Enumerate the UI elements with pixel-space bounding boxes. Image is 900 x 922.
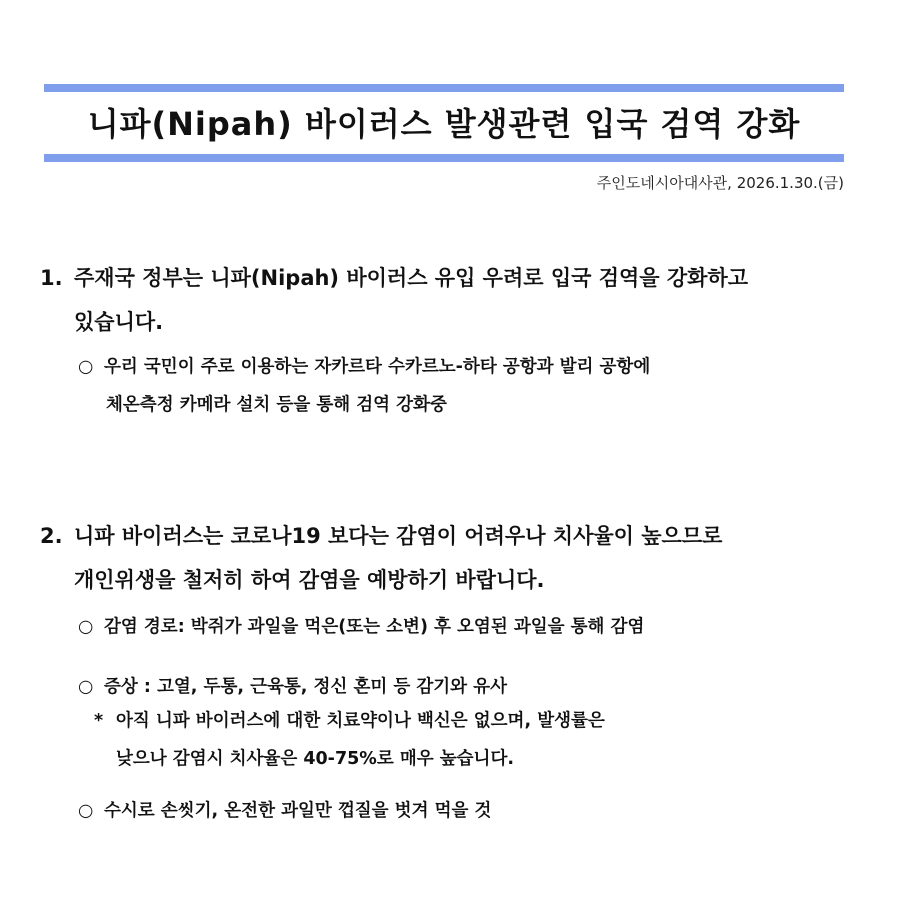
note-line2: 낮으나 감염시 치사율은 40-75%로 매우 높습니다. [116, 749, 514, 769]
section-2-item-2-note [94, 702, 874, 778]
bullet-circle: ○ [78, 801, 94, 821]
bullet-circle: ○ [78, 617, 94, 637]
asterisk-mark: * [94, 711, 104, 731]
note-line1: 아직 니파 바이러스에 대한 치료약이나 백신은 없으며, 발생률은 [116, 711, 605, 731]
item-line1: 우리 국민이 주로 이용하는 자카르타 수카르노-하타 공항과 발리 공항에 [104, 357, 651, 377]
document-title: 니파(Nipah) 바이러스 발생관련 입국 검역 강화 [87, 105, 801, 143]
title-bottom-rule [44, 154, 844, 162]
bullet-circle: ○ [78, 677, 94, 697]
section-number: 1. [40, 266, 63, 290]
section-2-heading [40, 514, 860, 602]
item-line1: 수시로 손씻기, 온전한 과일만 껍질을 벗겨 먹을 것 [104, 801, 492, 821]
section-2-item-1 [78, 608, 868, 646]
section-heading-line2: 개인위생을 철저히 하여 감염을 예방하기 바랍니다. [74, 568, 545, 592]
section-heading-line2: 있습니다. [74, 310, 164, 334]
section-1-item-1 [78, 348, 868, 424]
section-1-heading [40, 256, 860, 344]
section-heading-line1: 니파 바이러스는 코로나19 보다는 감염이 어려우나 치사율이 높으므로 [74, 524, 723, 548]
section-2-item-3 [78, 792, 868, 830]
section-heading-line1: 주재국 정부는 니파(Nipah) 바이러스 유입 우려로 입국 검역을 강화하고 [74, 266, 749, 290]
section-2-item-2 [78, 668, 868, 706]
item-line1: 감염 경로: 박쥐가 과일을 먹은(또는 소변) 후 오염된 과일을 통해 감염 [104, 617, 645, 637]
section-number: 2. [40, 524, 63, 548]
byline: 주인도네시아대사관, 2026.1.30.(금) [596, 174, 844, 192]
title-top-rule [44, 84, 844, 92]
item-line2: 체온측정 카메라 설치 등을 통해 검역 강화중 [106, 395, 447, 415]
item-line1: 증상 : 고열, 두통, 근육통, 정신 혼미 등 감기와 유사 [104, 677, 507, 697]
bullet-circle: ○ [78, 357, 94, 377]
